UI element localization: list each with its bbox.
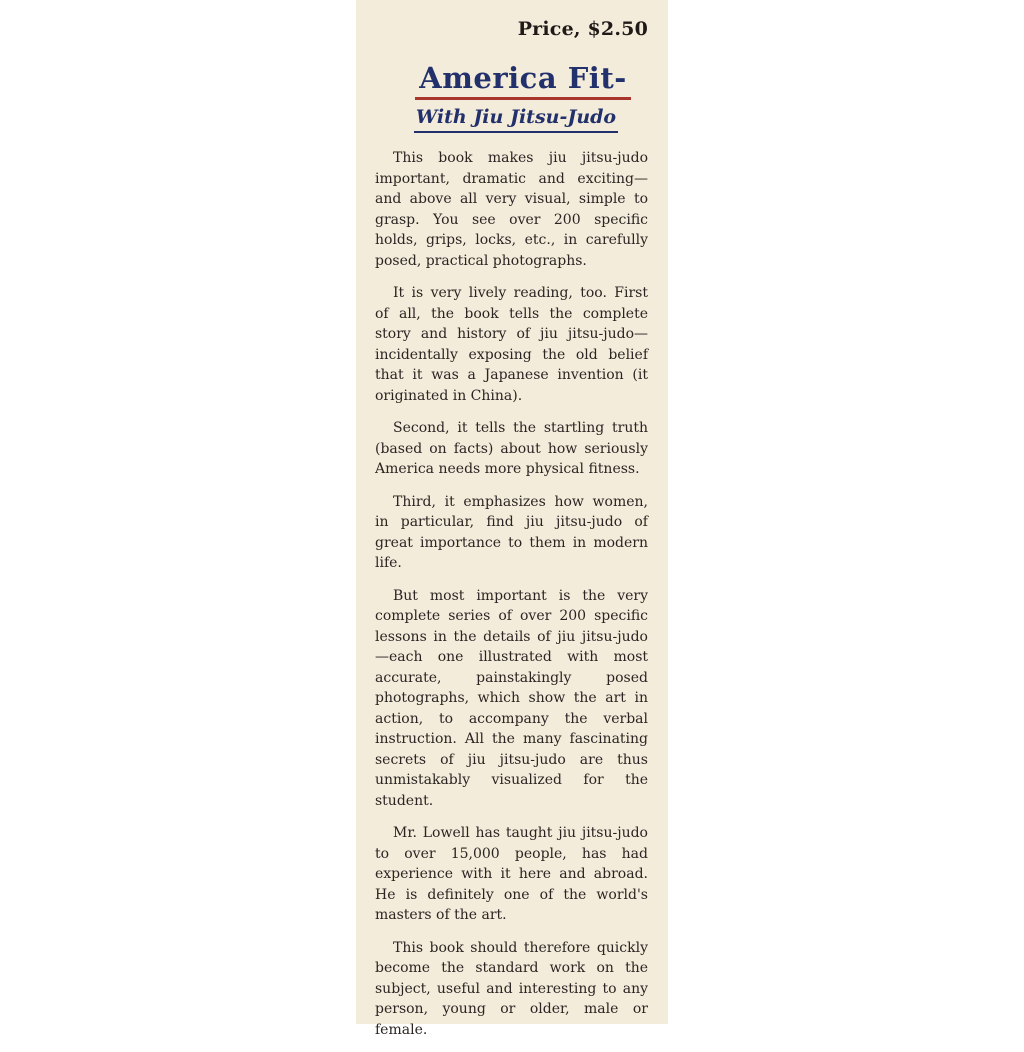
paragraph-7: This book should therefore quickly become the standard work on the subject, useful and interesting to any person, young or older, male or female. bbox=[375, 939, 648, 1038]
paragraph-2: It is very lively reading, too. First of all, the book tells the complete story and history of jiu jitsu-judo—incidentally exposing the old belief that it was a Japanese invention (it originated in China). bbox=[375, 285, 648, 404]
paragraph-6: Mr. Lowell has taught jiu jitsu-judo to over 15,000 people, has had experience with it here and abroad. He is definitely one of the world's masters of the art. bbox=[375, 825, 648, 923]
paragraph-4: Third, it emphasizes how women, in particular, find jiu jitsu-judo of great importance to them in modern life. bbox=[375, 493, 648, 571]
title: America Fit- bbox=[415, 62, 631, 100]
paragraph-3: Second, it tells the startling truth (based on facts) about how seriously America needs more physical fitness. bbox=[375, 420, 648, 477]
paragraph-1: This book makes jiu jitsu-judo important, dramatic and exciting—and above all very visual, simple to grasp. You see over 200 specific holds, grips, locks, etc., in carefully posed, practical photographs. bbox=[375, 150, 648, 269]
paragraph-5: But most important is the very complete series of over 200 specific lessons in the details of jiu jitsu-judo—each one illustrated with most accurate, painstakingly posed photographs, which show the art in action, to accompany the verbal instruction. All the many fascinating secrets of jiu jitsu-judo are thus unmistakably visualized for the student. bbox=[375, 587, 648, 809]
subtitle: With Jiu Jitsu-Judo bbox=[414, 106, 618, 133]
book-jacket-flap bbox=[356, 0, 668, 1038]
price-label: Price, $2.50 bbox=[517, 18, 648, 40]
flap-body-text bbox=[375, 148, 648, 1052]
headline bbox=[356, 62, 668, 133]
